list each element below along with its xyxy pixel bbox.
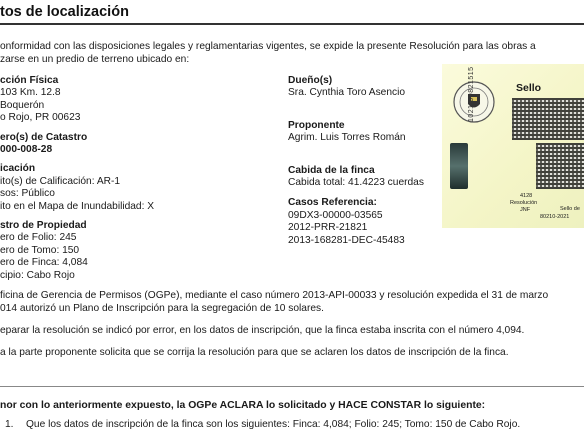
owner-name: Sra. Cynthia Toro Asencio	[288, 87, 406, 99]
address-line: 103 Km. 12.8	[0, 87, 61, 99]
seal-sello-de: Sello de	[560, 206, 580, 212]
registry-heading: stro de Propiedad	[0, 220, 87, 232]
registry-line: ero de Folio: 245	[0, 232, 77, 244]
proponent-heading: Proponente	[288, 119, 345, 131]
area-value: Cabida total: 41.4223 cuerdas	[288, 177, 424, 189]
area-heading: Cabida de la finca	[288, 164, 375, 176]
address-line: Boquerón	[0, 99, 45, 111]
intro-line-2: zarse en un predio de terreno ubicado en:	[0, 54, 190, 65]
qr-code	[512, 98, 584, 140]
classification-line: sos: Público	[0, 188, 55, 200]
paragraph-1-line-2: 014 autorizó un Plano de Inscripción para la segregación de 10 solares.	[0, 303, 324, 314]
declaration-heading: nor con lo anteriormente expuesto, la OGPe ACLARA lo solicitado y HACE CONSTAR lo siguiente:	[0, 400, 486, 411]
location-details	[0, 75, 154, 282]
registry-line: cipio: Cabo Rojo	[0, 269, 75, 281]
section-divider	[0, 386, 584, 387]
address-heading: cción Física	[0, 75, 59, 86]
registry-line: ero de Tomo: 150	[0, 244, 80, 256]
cadastre-heading: ero(s) de Catastro	[0, 131, 88, 143]
item-number: 1.	[5, 419, 14, 430]
seal-serial: 1021-00821515	[468, 66, 475, 122]
cadastre-number: 000-008-28	[0, 144, 53, 156]
qr-code	[536, 143, 584, 189]
case-number: 2012-PRR-21821	[288, 222, 368, 234]
registry-line: ero de Finca: 4,084	[0, 257, 88, 269]
seal-number: 4128	[520, 193, 533, 199]
proponent-name: Agrim. Luis Torres Román	[288, 132, 406, 144]
seal-jnf: JNF	[520, 207, 531, 213]
case-number: 2013-168281-DEC-45483	[288, 234, 405, 246]
owner-heading: Dueño(s)	[288, 75, 333, 86]
seal-resolution: Resolución	[510, 200, 538, 206]
intro-line-1: onformidad con las disposiciones legales y reglamentarias vigentes, se expide la presente Resolución para las obras a	[0, 41, 536, 52]
seal-code: 80210-2021	[540, 214, 570, 220]
owner-details	[288, 75, 424, 247]
classification-line: ito en el Mapa de Inundabilidad: X	[0, 200, 155, 212]
case-number: 09DX3-00000-03565	[288, 209, 383, 221]
classification-heading: icación	[0, 163, 36, 175]
paragraph-1-line-1: ficina de Gerencia de Permisos (OGPe), mediante el caso número 2013-API-00033 y resolución expedida el 31 de marzo	[0, 290, 549, 301]
title-divider	[0, 23, 584, 25]
hologram-strip	[450, 143, 468, 189]
seal-label: Sello	[516, 82, 542, 94]
address-line: o Rojo, PR 00623	[0, 112, 81, 124]
paragraph-2: eparar la resolución se indicó por error, en los datos de inscripción, que la finca estaba inscrita con el número 4,094.	[0, 325, 525, 336]
paragraph-3: a la parte proponente solicita que se corrija la resolución para que se aclaren los datos de inscripción de la finca.	[0, 347, 509, 358]
item-text: Que los datos de inscripción de la finca son los siguientes: Finca: 4,084; Folio: 245; Tomo: 150 de Cabo Rojo.	[26, 419, 521, 430]
section-title: tos de localización	[0, 4, 129, 20]
classification-line: ito(s) de Calificación: AR-1	[0, 175, 121, 187]
cases-heading: Casos Referencia:	[288, 197, 377, 209]
